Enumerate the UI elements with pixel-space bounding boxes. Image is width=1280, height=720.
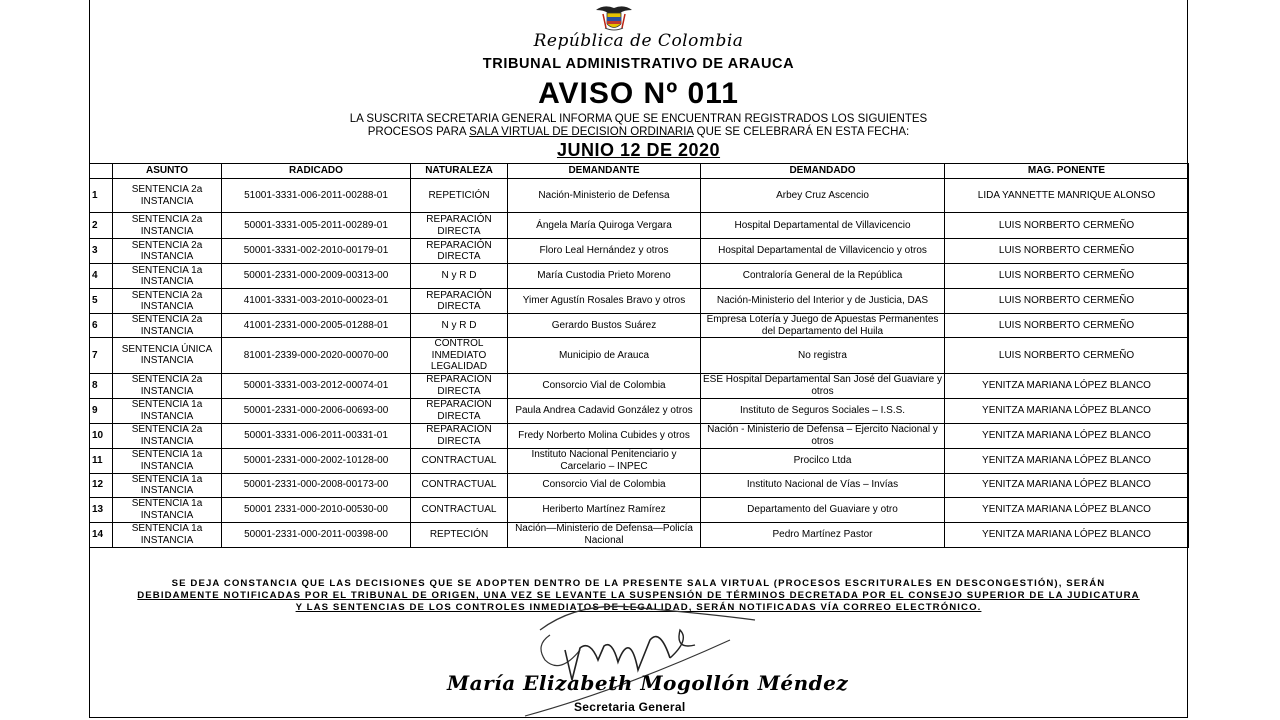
demandante-cell: Consorcio Vial de Colombia [508,473,701,497]
radicado-cell: 41001-3331-003-2010-00023-01 [222,289,411,314]
republic-heading: República de Colombia [533,31,744,51]
ponente-cell: YENITZA MARIANA LÓPEZ BLANCO [945,522,1189,547]
tribunal-heading: TRIBUNAL ADMINISTRATIVO DE ARAUCA [482,56,795,72]
column-header: DEMANDANTE [508,164,701,179]
asunto-cell: SENTENCIA 2a INSTANCIA [113,373,222,398]
table-row [90,473,1189,497]
radicado-cell: 50001-2331-000-2011-00398-00 [222,522,411,547]
demandado-cell: Pedro Martínez Pastor [701,522,945,547]
radicado-cell: 51001-3331-006-2011-00288-01 [222,179,411,213]
naturaleza-cell: CONTROL INMEDIATO LEGALIDAD [411,338,508,374]
table-row [90,338,1189,374]
demandado-cell: No registra [701,338,945,374]
note-line-1: SE DEJA CONSTANCIA QUE LAS DECISIONES QUE SE ADOPTEN DENTRO DE LA PRESENTE SALA VIRTUAL (PROCESOS ESCRITURALES EN DESCONGESTIÓN), SERÁN [171,578,1106,589]
demandante-cell: Fredy Norberto Molina Cubides y otros [508,423,701,448]
table-row [90,497,1189,522]
table-row [90,522,1189,547]
demandante-cell: Gerardo Bustos Suárez [508,314,701,338]
naturaleza-cell: REPARACIÓN DIRECTA [411,398,508,423]
asunto-cell: SENTENCIA 1a INSTANCIA [113,398,222,423]
asunto-cell: SENTENCIA 2a INSTANCIA [113,239,222,264]
column-header: MAG. PONENTE [945,164,1189,179]
radicado-cell: 50001-2331-000-2008-00173-00 [222,473,411,497]
radicado-cell: 50001 2331-000-2010-00530-00 [222,497,411,522]
table-row [90,179,1189,213]
radicado-cell: 81001-2339-000-2020-00070-00 [222,338,411,374]
table-header-row [90,164,1189,179]
table-row [90,423,1189,448]
ponente-cell: YENITZA MARIANA LÓPEZ BLANCO [945,497,1189,522]
radicado-cell: 50001-3331-005-2011-00289-01 [222,213,411,239]
row-number: 1 [90,179,113,213]
naturaleza-cell: CONTRACTUAL [411,473,508,497]
ponente-cell: LUIS NORBERTO CERMEÑO [945,213,1189,239]
ponente-cell: LUIS NORBERTO CERMEÑO [945,239,1189,264]
demandante-cell: Instituto Nacional Penitenciario y Carcelario – INPEC [508,448,701,473]
row-number: 8 [90,373,113,398]
row-number: 3 [90,239,113,264]
signer-name: María Elizabeth Mogollón Méndez [447,671,849,695]
row-number: 4 [90,264,113,289]
demandante-cell: Nación—Ministerio de Defensa—Policía Nacional [508,522,701,547]
row-number: 6 [90,314,113,338]
intro-text [89,113,1188,139]
naturaleza-cell: CONTRACTUAL [411,448,508,473]
demandado-cell: Hospital Departamental de Villavicencio y otros [701,239,945,264]
demandado-cell: Departamento del Guaviare y otro [701,497,945,522]
asunto-cell: SENTENCIA 1a INSTANCIA [113,473,222,497]
column-header: NATURALEZA [411,164,508,179]
row-number: 10 [90,423,113,448]
ponente-cell: LUIS NORBERTO CERMEÑO [945,314,1189,338]
radicado-cell: 50001-3331-006-2011-00331-01 [222,423,411,448]
asunto-cell: SENTENCIA 2a INSTANCIA [113,314,222,338]
demandado-cell: Empresa Lotería y Juego de Apuestas Permanentes del Departamento del Huila [701,314,945,338]
asunto-cell: SENTENCIA 2a INSTANCIA [113,179,222,213]
asunto-cell: SENTENCIA 2a INSTANCIA [113,213,222,239]
ponente-cell: YENITZA MARIANA LÓPEZ BLANCO [945,373,1189,398]
table-row [90,314,1189,338]
column-header: DEMANDADO [701,164,945,179]
row-number: 2 [90,213,113,239]
table-row [90,289,1189,314]
cases-table [89,163,1189,548]
table-body [90,179,1189,548]
row-number: 12 [90,473,113,497]
ponente-cell: YENITZA MARIANA LÓPEZ BLANCO [945,423,1189,448]
demandado-cell: Procilco Ltda [701,448,945,473]
naturaleza-cell: N y R D [411,264,508,289]
ponente-cell: LUIS NORBERTO CERMEÑO [945,264,1189,289]
asunto-cell: SENTENCIA 1a INSTANCIA [113,264,222,289]
demandante-cell: Heriberto Martínez Ramírez [508,497,701,522]
asunto-cell: SENTENCIA 1a INSTANCIA [113,497,222,522]
ponente-cell: LIDA YANNETTE MANRIQUE ALONSO [945,179,1189,213]
demandado-cell: Contraloría General de la República [701,264,945,289]
table-row [90,264,1189,289]
radicado-cell: 50001-2331-000-2009-00313-00 [222,264,411,289]
row-number: 5 [90,289,113,314]
naturaleza-cell: REPARACIÓN DIRECTA [411,373,508,398]
demandante-cell: Yimer Agustín Rosales Bravo y otros [508,289,701,314]
row-number: 13 [90,497,113,522]
intro-line-1: LA SUSCRITA SECRETARIA GENERAL INFORMA QUE SE ENCUENTRAN REGISTRADOS LOS SIGUIENTES [349,113,928,125]
row-number: 9 [90,398,113,423]
demandado-cell: Instituto de Seguros Sociales – I.S.S. [701,398,945,423]
asunto-cell: SENTENCIA 2a INSTANCIA [113,289,222,314]
naturaleza-cell: REPARACIÓN DIRECTA [411,289,508,314]
demandante-cell: Nación-Ministerio de Defensa [508,179,701,213]
demandante-cell: Paula Andrea Cadavid González y otros [508,398,701,423]
naturaleza-cell: REPTECIÓN [411,522,508,547]
radicado-cell: 50001-3331-002-2010-00179-01 [222,239,411,264]
radicado-cell: 50001-2331-000-2006-00693-00 [222,398,411,423]
table-row [90,398,1189,423]
naturaleza-cell: CONTRACTUAL [411,497,508,522]
demandante-cell: Ángela María Quiroga Vergara [508,213,701,239]
naturaleza-cell: REPARACIÓN DIRECTA [411,239,508,264]
demandante-cell: Floro Leal Hernández y otros [508,239,701,264]
session-date: JUNIO 12 DE 2020 [556,140,721,160]
row-number: 7 [90,338,113,374]
demandante-cell: María Custodia Prieto Moreno [508,264,701,289]
intro-sala-virtual: SALA VIRTUAL DE DECISION ORDINARIA [469,126,694,138]
asunto-cell: SENTENCIA ÚNICA INSTANCIA [113,338,222,374]
asunto-cell: SENTENCIA 1a INSTANCIA [113,448,222,473]
naturaleza-cell: N y R D [411,314,508,338]
radicado-cell: 50001-3331-003-2012-00074-01 [222,373,411,398]
demandante-cell: Municipio de Arauca [508,338,701,374]
colombia-coat-of-arms-icon [594,4,634,32]
demandado-cell: Nación-Ministerio del Interior y de Justicia, DAS [701,289,945,314]
signer-role: Secretaria General [574,700,686,714]
ponente-cell: YENITZA MARIANA LÓPEZ BLANCO [945,448,1189,473]
radicado-cell: 50001-2331-000-2002-10128-00 [222,448,411,473]
ponente-cell: LUIS NORBERTO CERMEÑO [945,289,1189,314]
column-header: RADICADO [222,164,411,179]
table-row [90,213,1189,239]
row-number: 14 [90,522,113,547]
table-row [90,239,1189,264]
ponente-cell: LUIS NORBERTO CERMEÑO [945,338,1189,374]
demandado-cell: Instituto Nacional de Vías – Invías [701,473,945,497]
intro-line-2 [89,126,1188,139]
ponente-cell: YENITZA MARIANA LÓPEZ BLANCO [945,398,1189,423]
intro-line-2-post: QUE SE CELEBRARÁ EN ESTA FECHA: [693,126,910,138]
demandado-cell: Nación - Ministerio de Defensa – Ejercito Nacional y otros [701,423,945,448]
asunto-cell: SENTENCIA 2a INSTANCIA [113,423,222,448]
note-line-2: DEBIDAMENTE NOTIFICADAS POR EL TRIBUNAL DE ORIGEN, UNA VEZ SE LEVANTE LA SUSPENSIÓN DE TÉRMINOS DECRETADA POR EL CONSEJO SUPERIOR DE LA JUDICATURA [137,590,1140,601]
demandado-cell: Hospital Departamental de Villavicencio [701,213,945,239]
row-number: 11 [90,448,113,473]
column-header: ASUNTO [113,164,222,179]
intro-line-2-pre: PROCESOS PARA [367,126,470,138]
demandado-cell: ESE Hospital Departamental San José del Guaviare y otros [701,373,945,398]
demandado-cell: Arbey Cruz Ascencio [701,179,945,213]
notice-title: AVISO Nº 011 [538,77,739,110]
asunto-cell: SENTENCIA 1a INSTANCIA [113,522,222,547]
ponente-cell: YENITZA MARIANA LÓPEZ BLANCO [945,473,1189,497]
demandante-cell: Consorcio Vial de Colombia [508,373,701,398]
radicado-cell: 41001-2331-000-2005-01288-01 [222,314,411,338]
naturaleza-cell: REPARACIÓN DIRECTA [411,213,508,239]
table-row [90,373,1189,398]
naturaleza-cell: REPETICIÓN [411,179,508,213]
naturaleza-cell: REPARACIÓN DIRECTA [411,423,508,448]
note-line-3: Y LAS SENTENCIAS DE LOS CONTROLES INMEDIATOS DE LEGALIDAD, SERÁN NOTIFICADAS VÍA CORREO ELECTRÓNICO. [295,602,982,613]
table-row [90,448,1189,473]
column-header [90,164,113,179]
